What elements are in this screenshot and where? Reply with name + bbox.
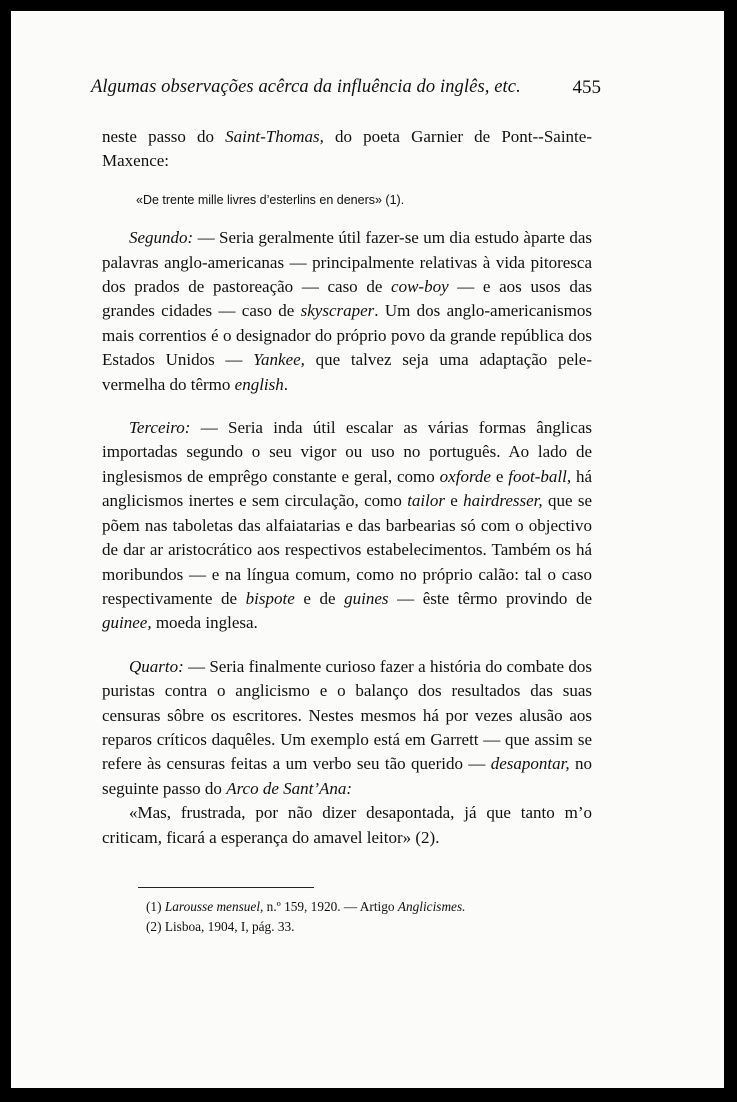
running-header (91, 77, 601, 105)
running-title: Algumas observações acêrca da influência do inglês, etc. (91, 77, 521, 97)
footnote-2: (2) Lisboa, 1904, I, pág. 33. (146, 919, 295, 934)
footnotes (146, 897, 606, 937)
paragraph-quarto: Quarto: — Seria finalmente curioso fazer a história do combate dos puristas contra o anglicismo e o balanço dos resultados das suas censuras sôbre os escritores. Nestes mesmos há por vezes alusão aos reparos críticos daquêles. Um exemplo está em Garrett — que assim se refere às censuras feitas a um verbo seu tão querido — desapontar, no seguinte passo do Arco de Sant’Ana: (102, 656, 592, 798)
intro-paragraph: neste passo do Saint-Thomas, do poeta Garnier de Pont--Sainte-Maxence: (102, 127, 592, 171)
label-segundo: Segundo: (129, 228, 194, 248)
footnote-ref-1: (1) (385, 192, 401, 207)
quoted-verse: «De trente mille livres d’esterlins en deners» (1). (136, 192, 405, 207)
book-page (11, 11, 724, 1088)
footnote-1: (1) Larousse mensuel, n.º 159, 1920. — Artigo Anglicismes. (146, 899, 466, 914)
paragraph-terceiro: Terceiro: — Seria inda útil escalar as várias formas ânglicas importadas segundo o seu vigor ou uso no português. Ao lado de inglesismos de emprêgo constante e geral, como oxforde e foot-ball, há anglicismos inertes e sem circulação, como tailor e hairdresser, que se põem nas taboletas das alfaiatarias e das barbearias só com o objectivo de dar ar aristocrático aos respectivos estabelecimentos. Também os há moribundos — e na língua comum, como no próprio calão: tal o caso respectivamente de bispote e de guines — êste têrmo provindo de guinee, moeda inglesa. (102, 418, 593, 633)
garrett-quote: «Mas, frustrada, por não dizer desapontada, já que tanto m’o criticam, ficará a esperança do amavel leitor» (2). (102, 803, 592, 847)
label-terceiro: Terceiro: (129, 418, 191, 438)
paragraph-segundo: Segundo: — Seria geralmente útil fazer-se um dia estudo àparte das palavras anglo-americanas — principalmente relativas à vida pitoresca dos prados de pastoreação — caso de cow-boy — e aos usos das grandes cidades — caso de skyscraper. Um dos anglo-americanismos mais correntios é o designador do próprio povo da grande república dos Estados Unidos — Yankee, que talvez seja uma adaptação pele-vermelha do têrmo english. (102, 228, 592, 394)
footnote-ref-2: (2) (415, 827, 436, 847)
label-quarto: Quarto: (129, 656, 184, 676)
body-text (102, 125, 592, 850)
page-number: 455 (572, 77, 601, 98)
footnote-rule (138, 887, 314, 888)
